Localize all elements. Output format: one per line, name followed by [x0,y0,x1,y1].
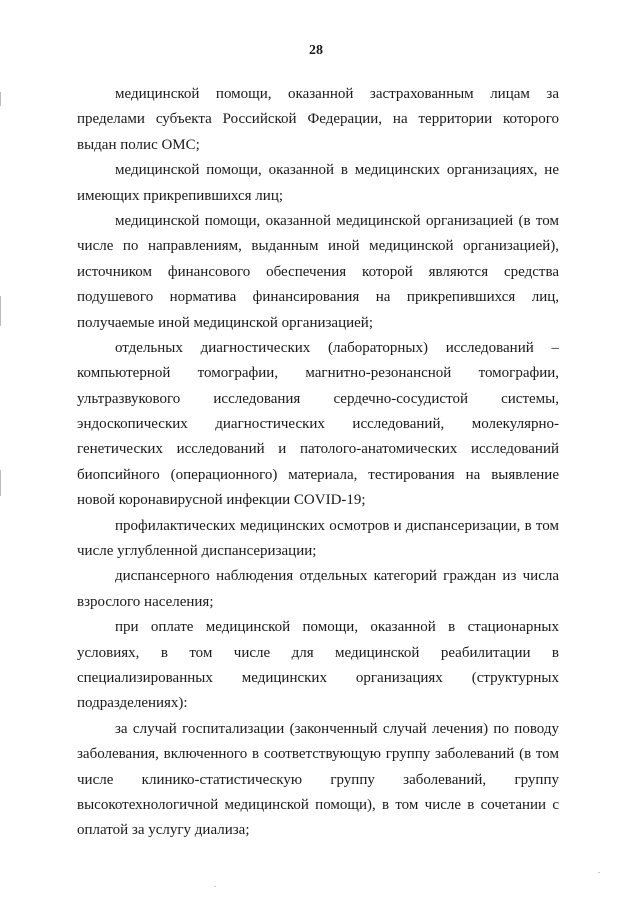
text-line: медицинской помощи, оказанной в медицинских организациях, не [115,162,559,179]
paragraph [77,717,559,844]
text-line: числе по направлениям, выданным иной медицинской организацией), [77,238,559,255]
text-line: оплатой за услугу диализа; [77,822,250,839]
text-line: профилактических медицинских осмотров и диспансеризации, в том [115,517,559,534]
paragraph [77,82,559,158]
text-line: взрослого населения; [77,593,214,610]
text-line: при оплате медицинской помощи, оказанной в стационарных [115,619,559,636]
text-line: подушевого норматива финансирования на прикрепившихся лиц, [77,289,559,306]
text-line: имеющих прикрепившихся лиц; [77,187,284,204]
text-line: высокотехнологичной медицинской помощи), в том числе в сочетании с [77,796,559,813]
text-line: медицинской помощи, оказанной медицинской организацией (в том [115,212,559,229]
text-line: условиях, в том числе для медицинской реабилитации в [77,644,559,661]
document-body [77,82,559,844]
text-line: числе клинико-статистическую группу заболеваний, группу [77,771,559,788]
paragraph [77,615,559,717]
text-line: диспансерного наблюдения отдельных категорий граждан из числа [115,568,559,585]
text-line: отдельных диагностических (лабораторных) исследований – [115,339,559,356]
text-line: подразделениях): [77,695,188,712]
paragraph [77,564,559,615]
text-line: выдан полис ОМС; [77,136,200,153]
text-line: генетических исследований и патолого-анатомических исследований [77,441,559,458]
text-line: новой коронавирусной инфекции COVID-19; [77,492,366,509]
text-line: числе углубленной диспансеризации; [77,543,317,560]
text-line: специализированных медицинских организациях (структурных [77,669,559,686]
text-line: заболевания, включенного в соответствующую группу заболеваний (в том [77,746,559,763]
text-line: получаемые иной медицинской организацией; [77,314,373,331]
scan-speck [598,872,600,873]
text-line: медицинской помощи, оказанной застрахованным лицам за [115,86,559,102]
paragraph [77,209,559,336]
paragraph [77,514,559,565]
text-line: биопсийного (операционного) материала, тестирования на выявление [77,466,559,483]
text-line: ультразвукового исследования сердечно-сосудистой системы, [77,390,559,407]
text-line: пределами субъекта Российской Федерации, на территории которого [77,111,559,128]
scan-speck [214,886,216,887]
paragraph [77,158,559,209]
text-line: за случай госпитализации (законченный случай лечения) по поводу [115,720,559,737]
text-line: эндоскопических диагностических исследований, молекулярно- [77,416,559,433]
scan-edge-mark [0,470,1,496]
scan-edge-mark [0,92,1,106]
scan-edge-mark [0,296,1,326]
text-line: источником финансового обеспечения которой являются средства [77,263,559,280]
paragraph [77,336,559,514]
page-number: 28 [309,43,323,58]
text-line: компьютерной томографии, магнитно-резонансной томографии, [77,365,559,382]
